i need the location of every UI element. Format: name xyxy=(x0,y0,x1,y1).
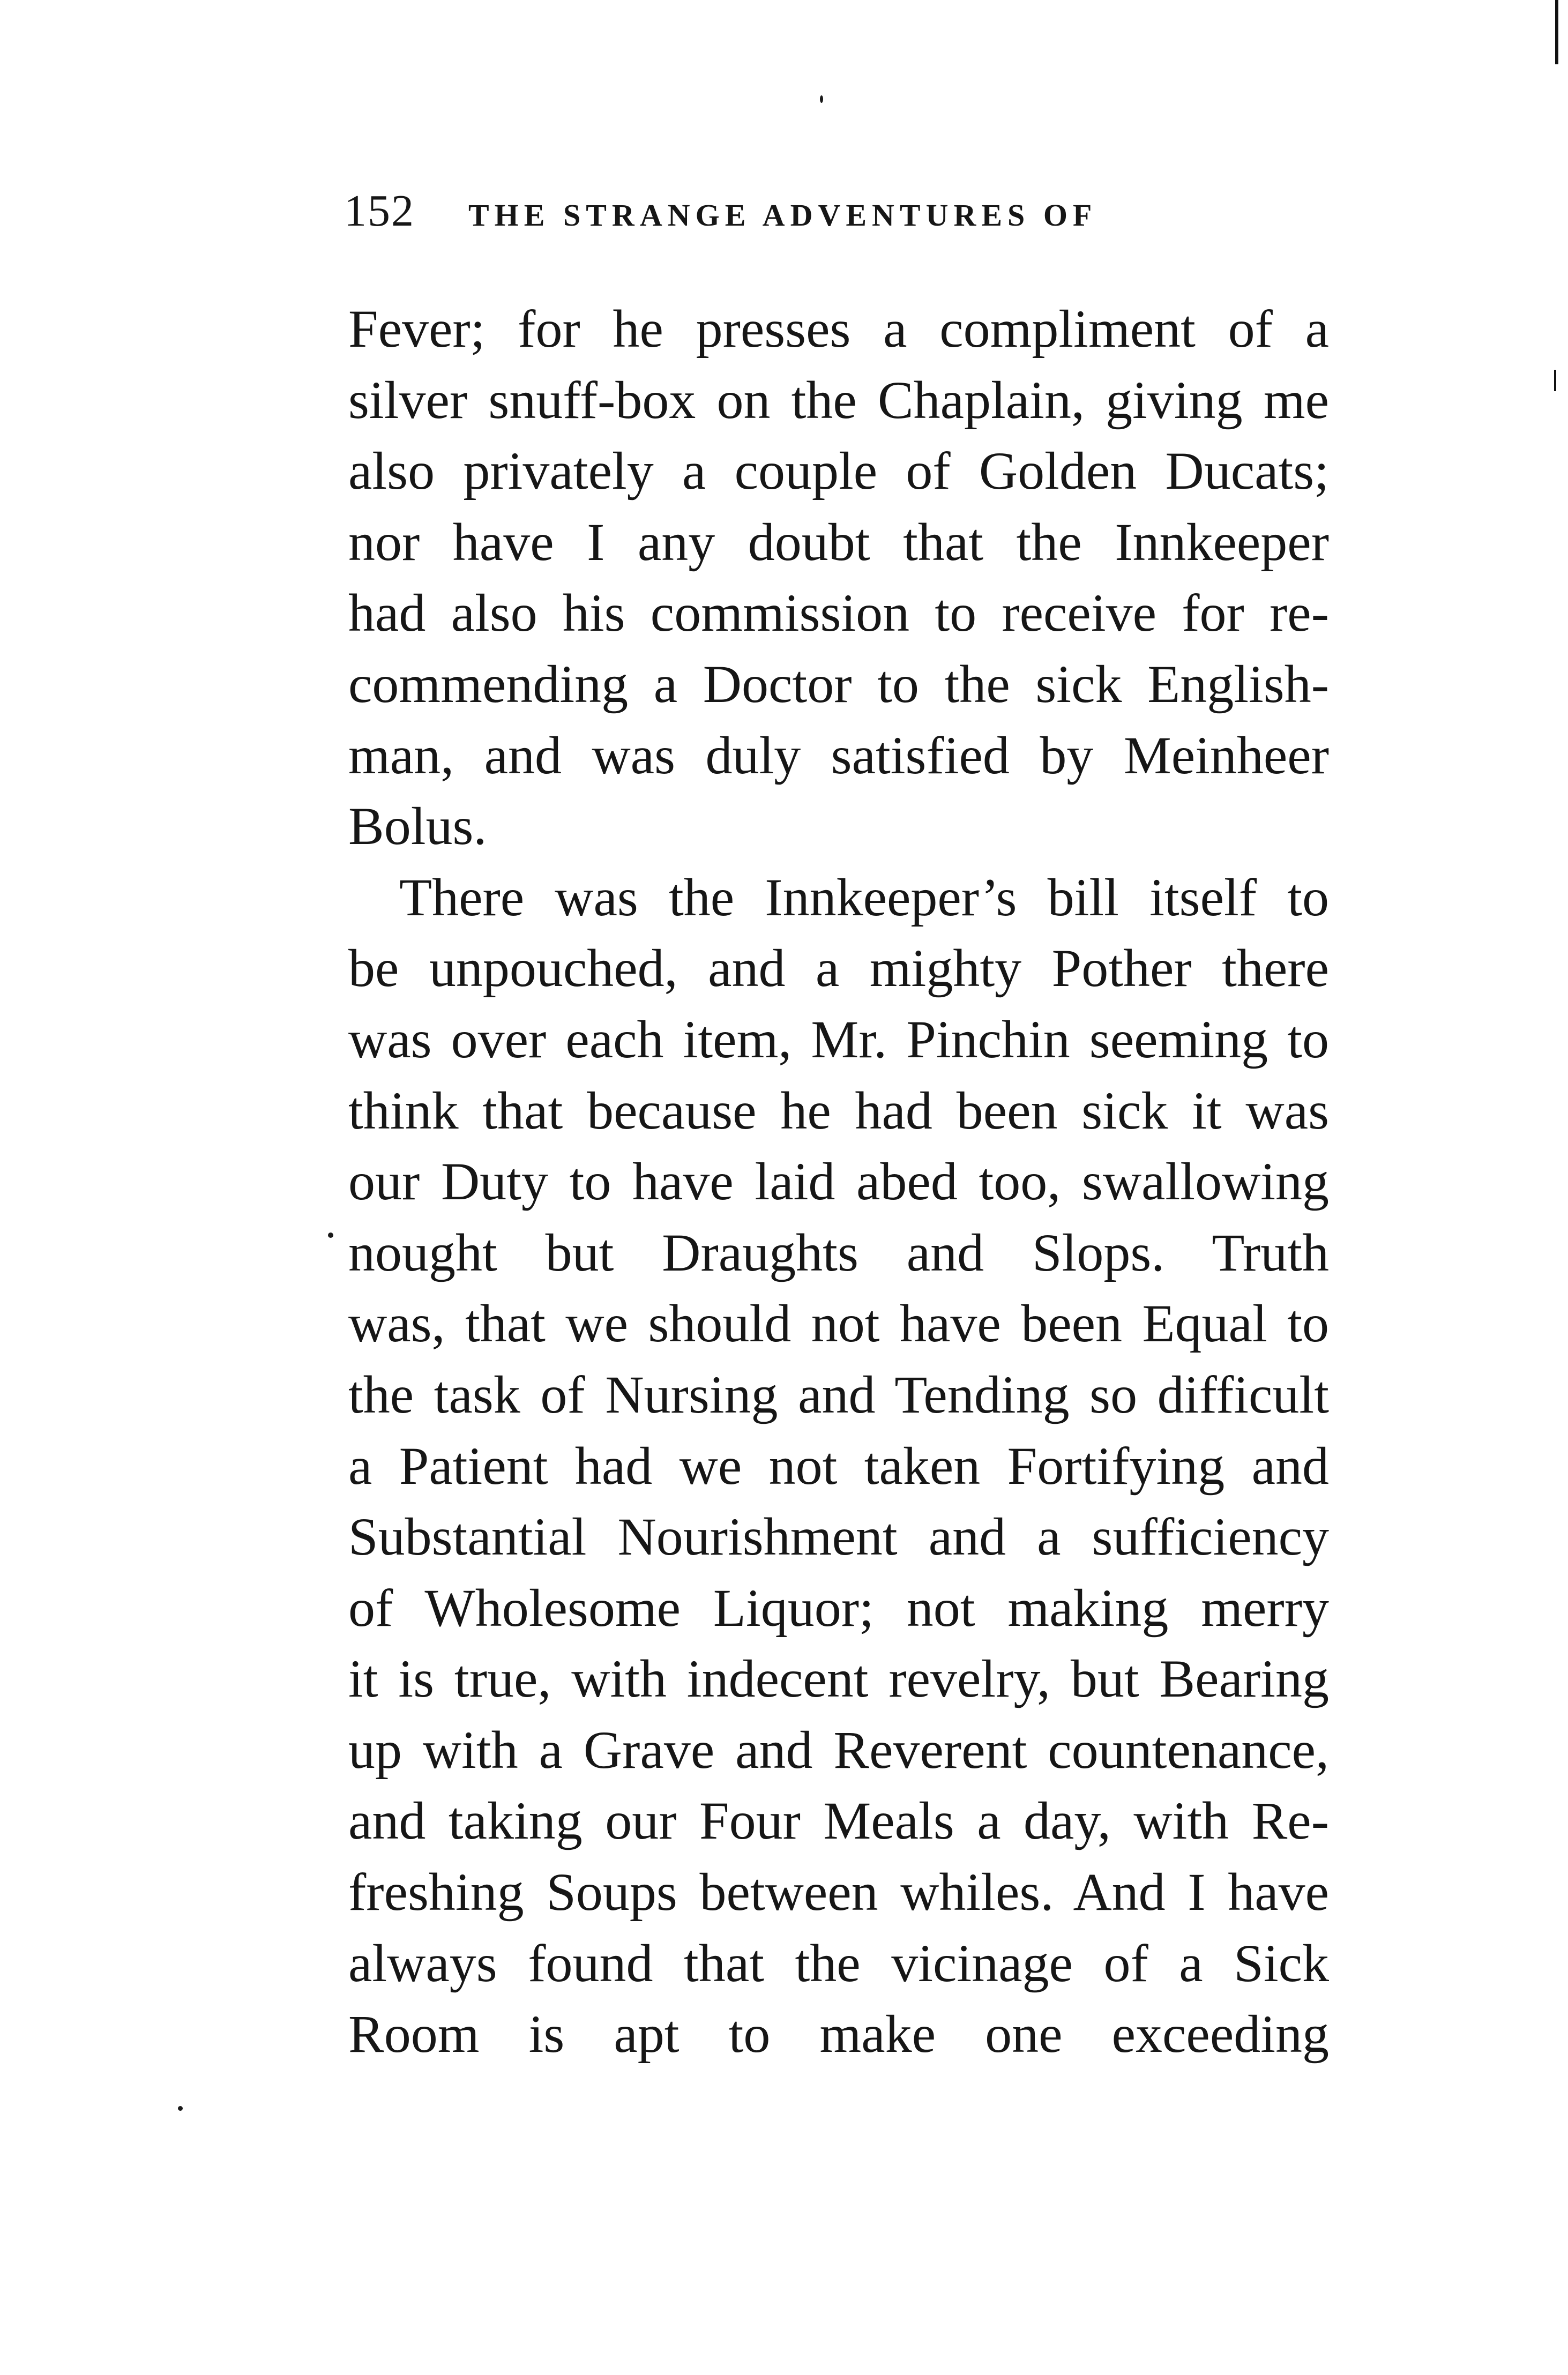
text-line: a Patient had we not taken Fortifying and xyxy=(348,1436,1329,1496)
text-line: of Wholesome Liquor; not making merry xyxy=(348,1578,1329,1638)
text-line: always found that the vicinage of a Sick xyxy=(348,1933,1329,1993)
text-line: Fever; for he presses a compliment of a xyxy=(348,299,1329,359)
scan-speck xyxy=(178,2106,183,2111)
page-number: 152 xyxy=(344,186,415,236)
paragraph xyxy=(348,294,1329,862)
text-line: and taking our Four Meals a day, with Re- xyxy=(348,1791,1329,1851)
scan-speck xyxy=(328,1233,333,1238)
running-title: THE STRANGE ADVENTURES OF xyxy=(468,198,1097,233)
text-line: had also his commission to receive for re- xyxy=(348,583,1329,643)
text-line: nor have I any doubt that the Innkeeper xyxy=(348,512,1329,572)
text-line: our Duty to have laid abed too, swallowing xyxy=(348,1152,1329,1212)
text-line: commending a Doctor to the sick English- xyxy=(348,654,1329,714)
body-text xyxy=(348,294,1329,2070)
text-line: Room is apt to make one exceeding xyxy=(348,2004,1329,2064)
text-line: nought but Draughts and Slops. Truth xyxy=(348,1222,1329,1282)
text-line: think that because he had been sick it was xyxy=(348,1080,1329,1140)
text-line: also privately a couple of Golden Ducats; xyxy=(348,441,1329,501)
text-line: the task of Nursing and Tending so difficult xyxy=(348,1364,1329,1424)
text-line: man, and was duly satisfied by Meinheer xyxy=(348,725,1329,785)
text-line: There was the Innkeeper’s bill itself to xyxy=(399,867,1329,927)
paragraph xyxy=(348,862,1329,2070)
text-line: up with a Grave and Reverent countenance, xyxy=(348,1720,1329,1780)
text-line: it is true, with indecent revelry, but Bearing xyxy=(348,1649,1329,1709)
scan-edge-mark xyxy=(1555,0,1558,64)
scan-speck xyxy=(820,95,823,103)
text-line: was, that we should not have been Equal to xyxy=(348,1294,1329,1354)
text-line: freshing Soups between whiles. And I have xyxy=(348,1862,1329,1922)
scan-edge-mark xyxy=(1554,370,1556,391)
text-line: be unpouched, and a mighty Pother there xyxy=(348,938,1329,998)
text-line: silver snuff-box on the Chaplain, giving me xyxy=(348,370,1329,430)
text-line: Substantial Nourishment and a sufficiency xyxy=(348,1507,1329,1567)
text-line: Bolus. xyxy=(348,796,487,856)
running-head xyxy=(344,185,1341,244)
text-line: was over each item, Mr. Pinchin seeming to xyxy=(348,1009,1329,1069)
